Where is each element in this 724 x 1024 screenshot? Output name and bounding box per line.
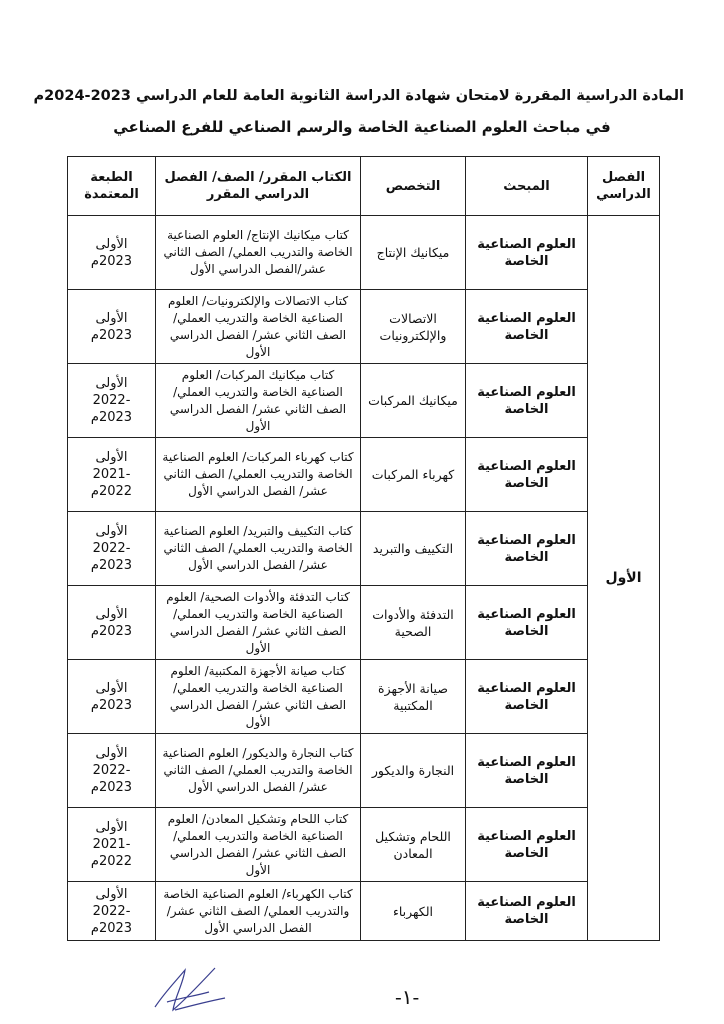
- specialization-cell: التدفئة والأدوات الصحية: [361, 586, 466, 660]
- edition-line: 2022م: [90, 854, 133, 869]
- table-row: [68, 512, 660, 586]
- edition-line: الأولى: [95, 236, 128, 252]
- specialization-cell: النجارة والديكور: [361, 734, 466, 808]
- edition-line: 2023م: [90, 780, 133, 795]
- book-cell: كتاب التكييف والتبريد/ العلوم الصناعية الخاصة والتدريب العملي/ الصف الثاني عشر/ الفصل الدراسي الأول: [156, 512, 361, 586]
- edition-line: الأولى: [95, 606, 128, 622]
- specialization-cell: اللحام وتشكيل المعادن: [361, 808, 466, 882]
- edition-line: -2021: [92, 837, 131, 852]
- table-row: [68, 882, 660, 941]
- header-semester: الفصل الدراسي: [588, 157, 660, 216]
- table-row: [68, 364, 660, 438]
- specialization-cell: الكهرباء: [361, 882, 466, 941]
- page-number: -١-: [395, 985, 420, 1009]
- edition-cell: [68, 586, 156, 660]
- edition-line: 2023م: [90, 327, 133, 343]
- edition-cell: [68, 364, 156, 438]
- book-cell: كتاب التدفئة والأدوات الصحية/ العلوم الصناعية الخاصة والتدريب العملي/ الصف الثاني عشر/ الفصل الدراسي الأول: [156, 586, 361, 660]
- subject-cell: العلوم الصناعية الخاصة: [466, 660, 588, 734]
- subject-cell: العلوم الصناعية الخاصة: [466, 882, 588, 941]
- table-row: [68, 586, 660, 660]
- document-title: المادة الدراسية المقررة لامتحان شهادة الدراسة الثانوية العامة للعام الدراسي 2023-2024م: [33, 88, 684, 104]
- header-subject: المبحث: [466, 157, 588, 216]
- table-row: [68, 290, 660, 364]
- edition-line: الأولى: [95, 746, 128, 761]
- book-cell: كتاب صيانة الأجهزة المكتبية/ العلوم الصناعية الخاصة والتدريب العملي/ الصف الثاني عشر/ الفصل الدراسي الأول: [156, 660, 361, 734]
- book-cell: كتاب الكهرباء/ العلوم الصناعية الخاصة والتدريب العملي/ الصف الثاني عشر/ الفصل الدراسي الأول: [156, 882, 361, 941]
- table-row: [68, 808, 660, 882]
- subject-cell: العلوم الصناعية الخاصة: [466, 290, 588, 364]
- subject-cell: العلوم الصناعية الخاصة: [466, 512, 588, 586]
- book-cell: كتاب ميكانيك المركبات/ العلوم الصناعية الخاصة والتدريب العملي/ الصف الثاني عشر/ الفصل الدراسي الأول: [156, 364, 361, 438]
- edition-line: -2022: [92, 393, 131, 408]
- edition-line: الأولى: [95, 680, 128, 696]
- header-edition: الطبعة المعتمدة: [68, 157, 156, 216]
- edition-cell: [68, 882, 156, 941]
- edition-line: 2023م: [90, 410, 133, 425]
- book-cell: كتاب النجارة والديكور/ العلوم الصناعية الخاصة والتدريب العملي/ الصف الثاني عشر/ الفصل الدراسي الأول: [156, 734, 361, 808]
- table-row: [68, 734, 660, 808]
- subject-cell: العلوم الصناعية الخاصة: [466, 734, 588, 808]
- edition-cell: [68, 438, 156, 512]
- curriculum-table: [67, 156, 660, 941]
- book-cell: كتاب الاتصالات والإلكترونيات/ العلوم الصناعية الخاصة والتدريب العملي/ الصف الثاني عشر/ الفصل الدراسي الأول: [156, 290, 361, 364]
- book-cell: كتاب ميكانيك الإنتاج/ العلوم الصناعية الخاصة والتدريب العملي/ الصف الثاني عشر/الفصل الدراسي الأول: [156, 216, 361, 290]
- subject-cell: العلوم الصناعية الخاصة: [466, 808, 588, 882]
- edition-line: 2023م: [90, 697, 133, 713]
- edition-cell: [68, 734, 156, 808]
- table-row: [68, 216, 660, 290]
- table-row: [68, 438, 660, 512]
- specialization-cell: الاتصالات والإلكترونيات: [361, 290, 466, 364]
- semester-cell: الأول: [588, 216, 660, 941]
- edition-cell: [68, 216, 156, 290]
- edition-cell: [68, 808, 156, 882]
- edition-line: 2023م: [90, 253, 133, 269]
- specialization-cell: التكييف والتبريد: [361, 512, 466, 586]
- subject-cell: العلوم الصناعية الخاصة: [466, 438, 588, 512]
- edition-cell: [68, 290, 156, 364]
- table-header-row: [68, 157, 660, 216]
- edition-line: -2021: [92, 467, 131, 482]
- specialization-cell: ميكانيك المركبات: [361, 364, 466, 438]
- specialization-cell: كهرباء المركبات: [361, 438, 466, 512]
- edition-line: 2023م: [90, 623, 133, 639]
- specialization-cell: صيانة الأجهزة المكتبية: [361, 660, 466, 734]
- header-book: الكتاب المقرر/ الصف/ الفصل الدراسي المقرر: [156, 157, 361, 216]
- header-specialization: التخصص: [361, 157, 466, 216]
- table-row: [68, 660, 660, 734]
- specialization-cell: ميكانيك الإنتاج: [361, 216, 466, 290]
- edition-line: 2022م: [90, 484, 133, 499]
- edition-cell: [68, 660, 156, 734]
- subject-cell: العلوم الصناعية الخاصة: [466, 586, 588, 660]
- book-cell: كتاب كهرباء المركبات/ العلوم الصناعية الخاصة والتدريب العملي/ الصف الثاني عشر/ الفصل الدراسي الأول: [156, 438, 361, 512]
- document-subtitle: في مباحث العلوم الصناعية الخاصة والرسم الصناعي للفرع الصناعي: [113, 118, 611, 136]
- edition-line: الأولى: [95, 820, 128, 835]
- signature-scribble: [145, 962, 235, 1014]
- edition-line: -2022: [92, 903, 131, 919]
- subject-cell: العلوم الصناعية الخاصة: [466, 364, 588, 438]
- edition-line: 2023م: [90, 558, 133, 573]
- edition-cell: [68, 512, 156, 586]
- edition-line: الأولى: [95, 450, 128, 465]
- subject-cell: العلوم الصناعية الخاصة: [466, 216, 588, 290]
- edition-line: الأولى: [95, 524, 128, 539]
- edition-line: 2023م: [90, 920, 133, 936]
- edition-line: الأولى: [95, 886, 128, 902]
- edition-line: -2022: [92, 541, 131, 556]
- edition-line: الأولى: [95, 310, 128, 326]
- edition-line: -2022: [92, 763, 131, 778]
- book-cell: كتاب اللحام وتشكيل المعادن/ العلوم الصناعية الخاصة والتدريب العملي/ الصف الثاني عشر/ الفصل الدراسي الأول: [156, 808, 361, 882]
- edition-line: الأولى: [95, 376, 128, 391]
